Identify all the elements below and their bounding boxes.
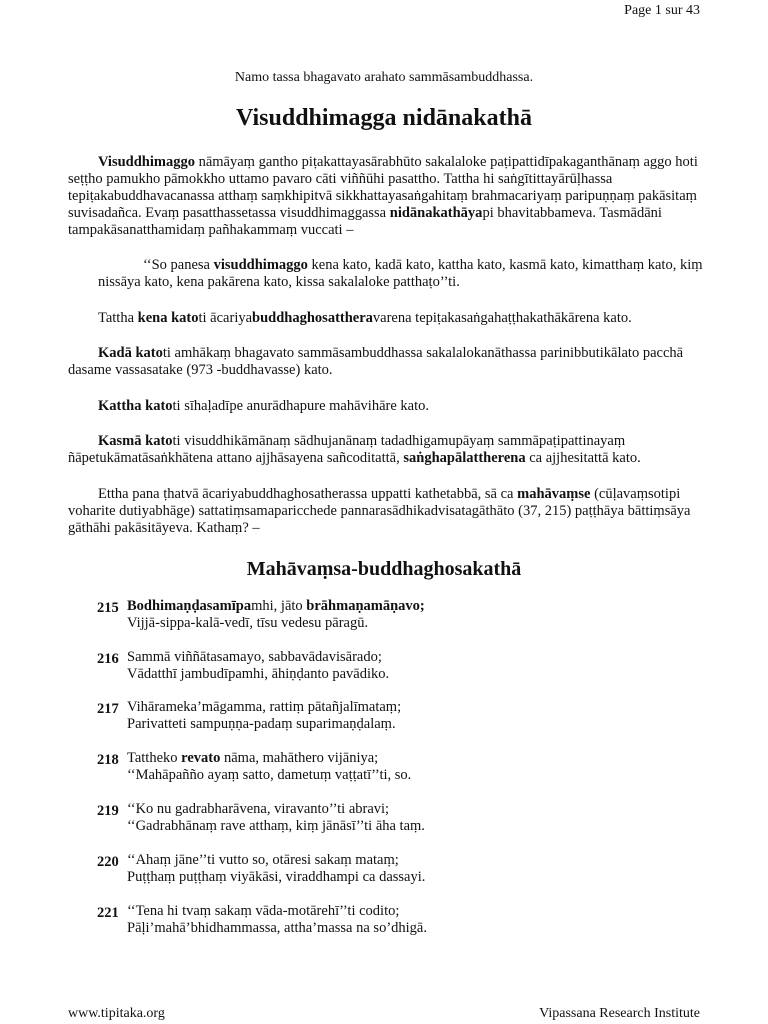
bold-term: Kadā kato: [98, 345, 163, 361]
verse-line: [127, 598, 697, 615]
verse-215: [97, 598, 697, 632]
verse-line: Vādatthī jambudīpamhi, āhiṇḍanto pavādiko.: [127, 666, 390, 682]
verse-line: Sammā viññātasamayo, sabbavādavisārado;: [127, 649, 382, 665]
paragraph-text: varena tepiṭakasaṅgahaṭṭhakathākārena kato.: [372, 310, 632, 326]
bold-term: mahāvaṃse: [517, 486, 591, 502]
bold-term: nidānakathāya: [389, 205, 483, 221]
kattha-kato-paragraph: [68, 398, 708, 415]
footer-publisher: Vipassana Research Institute: [539, 1006, 700, 1021]
page-title: Visuddhimagga nidānakathā: [236, 105, 532, 131]
verse-line: Parivatteti sampuṇṇa-padaṃ suparimaṇḍalaṃ.: [127, 716, 396, 732]
verse-221: [97, 903, 697, 937]
quote-text: ‘‘So panesa: [143, 257, 214, 273]
verse-text: mhi, jāto: [251, 598, 307, 614]
question-quote: [98, 257, 708, 291]
paragraph-text: ti amhākaṃ bhagavato sammāsambuddhassa sakalalokanāthassa parinibbutikālato pacchā dasame vassasatake (973 -buddhavasse) kato.: [68, 345, 684, 378]
bold-term: revato: [181, 750, 221, 766]
verse-text: nāma, mahāthero vijāniya;: [220, 750, 379, 766]
verse-number: 220: [97, 854, 119, 870]
kada-kato-paragraph: [68, 345, 708, 379]
kena-kato-paragraph: [68, 310, 708, 327]
verse-line: Pāḷi’mahā’bhidhammassa, attha’massa na so’dhigā.: [127, 920, 427, 936]
paragraph-text: (cūḷavaṃsotipi voharite dutiyabhāge) sattatiṃsamaparicchede pannarasādhikadvisatagāthāto (37, 215) paṭṭhāya bāttiṃsāya gāthāhi pakāsitāyeva. Kathaṃ? –: [68, 486, 691, 536]
verse-line: ‘‘Ko nu gadrabharāvena, viravanto’’ti abravi;: [127, 801, 390, 817]
verse-220: [97, 852, 697, 886]
verse-217: [97, 699, 697, 733]
page-number: Page 1 sur 43: [624, 3, 700, 18]
bold-term: Kasmā kato: [98, 433, 173, 449]
verse-line: [127, 750, 697, 767]
verse-line: Puṭṭhaṃ puṭṭhaṃ viyākāsi, viraddhampi ca dassayi.: [127, 869, 426, 885]
ettha-paragraph: [68, 486, 708, 537]
intro-paragraph: [68, 154, 708, 239]
kasma-kato-paragraph: [68, 433, 708, 467]
bold-term: buddhaghosatthera: [252, 310, 373, 326]
paragraph-text: ti sīhaḷadīpe anurādhapure mahāvihāre kato.: [172, 398, 429, 414]
paragraph-text: nāmāyaṃ gantho piṭakattayasārabhūto sakalaloke paṭipattidīpakaganthānaṃ aggo hoti seṭṭho pamukho pāmokkho uttamo pavaro cāti viññūhi pasattho. Tattha hi saṅgītittayārūḷhassa tepiṭakabuddhavacanassa atthaṃ saṃkhipitvā sikkhattayasaṅgahitaṃ brahmacariyaṃ paripuṇṇaṃ pakāsitaṃ suvisadañca. Evaṃ pasatthassetassa visuddhimaggassa: [68, 154, 698, 221]
bold-term: Bodhimaṇḍasamīpa: [127, 598, 252, 614]
paragraph-text: pi bhavitabbameva. Tasmādāni tampakāsanatthamidaṃ pañhakammaṃ vuccati –: [68, 205, 662, 238]
verse-number: 219: [97, 803, 119, 819]
section-title: Mahāvaṃsa-buddhaghosakathā: [246, 558, 522, 580]
verse-number: 216: [97, 651, 119, 667]
paragraph-text: ti visuddhikāmānaṃ sādhujanānaṃ tadadhigamupāyaṃ sammāpaṭipattinayaṃ ñāpetukāmatāsaṅkhātena attano ajjhāsayena sañcoditattā,: [68, 433, 626, 466]
bold-term: Visuddhimaggo: [98, 154, 195, 170]
paragraph-text: Tattha: [98, 310, 138, 326]
verse-number: 218: [97, 752, 119, 768]
verse-line: ‘‘Mahāpañño ayaṃ satto, dametuṃ vaṭṭatī’’ti, so.: [127, 767, 412, 783]
verse-line: ‘‘Tena hi tvaṃ sakaṃ vāda-motārehī’’ti codito;: [127, 903, 400, 919]
verse-number: 221: [97, 905, 119, 921]
bold-term: visuddhimaggo: [213, 257, 308, 273]
verse-number: 215: [97, 600, 119, 616]
paragraph-text: ti ācariya: [198, 310, 253, 326]
footer-website-link[interactable]: www.tipitaka.org: [68, 1006, 165, 1021]
bold-term: brāhmaṇamāṇavo;: [306, 598, 425, 614]
quote-text: kena kato, kadā kato, kattha kato, kasmā kato, kimatthaṃ kato, kiṃ nissāya kato, kena pakārena kato, kissa sakalaloke patthaṭo’’ti.: [98, 257, 703, 290]
verse-line: ‘‘Ahaṃ jāne’’ti vutto so, otāresi sakaṃ mataṃ;: [127, 852, 399, 868]
bold-term: saṅghapālattherena: [403, 450, 526, 466]
verse-219: [97, 801, 697, 835]
bold-term: kena kato: [137, 310, 199, 326]
namo-line: Namo tassa bhagavato arahato sammāsambuddhassa.: [234, 70, 534, 85]
verse-216: [97, 649, 697, 683]
verse-line: Vijjā-sippa-kalā-vedī, tīsu vedesu pāragū.: [127, 615, 369, 631]
verse-line: Vihārameka’māgamma, rattiṃ pātañjalīmataṃ;: [127, 699, 402, 715]
verse-text: Tattheko: [127, 750, 182, 766]
bold-term: Kattha kato: [98, 398, 173, 414]
verse-line: ‘‘Gadrabhānaṃ rave atthaṃ, kiṃ jānāsī’’ti āha taṃ.: [127, 818, 425, 834]
verse-218: [97, 750, 697, 784]
verse-number: 217: [97, 701, 119, 717]
paragraph-text: Ettha pana ṭhatvā ācariyabuddhaghosatherassa uppatti kathetabbā, sā ca: [98, 486, 518, 502]
paragraph-text: ca ajjhesitattā kato.: [525, 450, 641, 466]
